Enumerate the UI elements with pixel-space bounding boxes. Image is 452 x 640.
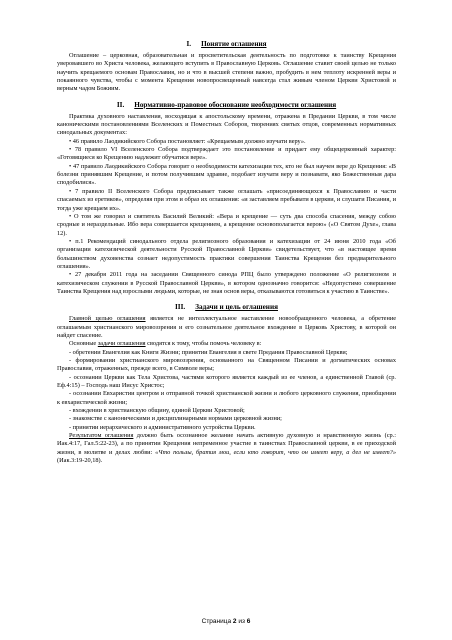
section-3-result-paragraph [57, 432, 396, 465]
page-footer [0, 618, 452, 625]
task-item: - знакомстве с каноническими и дисциплинарными нормами церковной жизни; [69, 415, 282, 423]
section-2-title [57, 101, 396, 110]
section-1-title [57, 40, 396, 49]
task-item: - принятии иерархического и административного устройства Церкви. [69, 423, 256, 431]
section-1-number: I. [186, 40, 192, 48]
task-item: - осознании Евхаристии центром и отправной точкой христианской жизни и любого церковного служения, приобщении к евхаристической жизни; [57, 390, 396, 406]
footer-separator: из [236, 618, 247, 625]
section-3-title [57, 303, 396, 312]
tasks-underlined: задачи оглашения [97, 340, 146, 348]
footer-prefix: Страница [201, 618, 233, 625]
section-3-heading: Задачи и цель оглашения [195, 303, 278, 312]
goal-text: является не интеллектуальное наставление новообращенного человека, а обретение оглашаемым христианского мировоззрения и его сознательное деятельное вхождение в Церковь Христову, в которой он найдет спасение. [57, 315, 397, 339]
section-3-goal-paragraph [57, 315, 396, 340]
result-text: должно быть осознанное желание начать активную духовную и нравственную жизнь (ср.: Иак.4:17, Гал.5:22-23), а по принятии Крещения непременное участие в таинствах Православной церкви, в ее приходской жизни, в молитве и делах любви: [57, 432, 396, 456]
canon-item: • О том же говорил и святитель Василий Великий: «Вера и крещение — суть два способа спасения, между собою сродные и нераздельные. Ибо вера совершается крещением, а крещение основополагается верою» («О Святом Духе», глава 12). [57, 212, 396, 237]
task-item: - формировании христианского мировоззрения, основанного на Священном Писании и догматических основах Православия, отраженных, прежде всего, в Символе веры; [57, 357, 396, 373]
section-2-number: II. [116, 100, 125, 109]
task-item: - осознании Церкви как Тела Христова, частями которого является каждый из ее членов, а единственной Главой (ср. Еф.4:15) – Господь наш Иисус Христос; [57, 373, 396, 390]
section-3-number: III. [175, 303, 186, 312]
section-1-paragraph: Оглашение – церковная, образовательная и просветительская деятельность по подготовке к таинству Крещения уверовавшего во Христа человека, желающего вступить в Православную Церковь. Оглашение ставит своей целью не только научить крещаемого основам Православия, но и что в высшей степени важно, пробудить в нем теплоту искренней веры и покаянного чувства, чтобы с момента Крещения новопросвещенный навсегда стал живым членом Церкви Христовой и верным чадом Божиим. [57, 52, 396, 93]
section-3-tasks-intro [57, 340, 396, 348]
canon-item: • 27 декабря 2011 года на заседании Священного синода РПЦ было утверждено положение «О религиозном и катехизическом служении в Русской Православной Церкви», в котором однозначно говорится: «Недопустимо совершение Таинства Крещения над взрослыми людьми, которые, не зная основ веры, отказываются готовиться к участию в Таинстве». [57, 271, 396, 295]
result-quote: «Что пользы, братия мои, если кто говорит, что он имеет веру, а дел не имеет?» [155, 448, 396, 456]
result-lead: Результатом оглашения [69, 432, 134, 440]
canon-item: • 7 правило II Вселенского Собора предписывает также оглашать «присоединяющихся к Православию и части спасаемых из еретиков», определяя при этом и образ их оглашения: «и заставляем пребывати в церкви, и слушати Писания, и тогда уже крещаем их». [57, 187, 396, 212]
tasks-lead: Основные [69, 340, 98, 348]
task-item: - обретении Евангелия как Книги Жизни; принятии Евангелия в свете Предания Православной Церкви; [69, 348, 348, 356]
total-pages-number: 6 [246, 618, 251, 625]
section-2-intro: Практика духовного наставления, восходящая к апостольскому времени, отражена в Предании Церкви, в том числе каноническими постановлениями Вселенских и Поместных Соборов, творениях святых отцов, современных нормативных синодальных документах: [57, 112, 396, 137]
canon-item: • 47 правило Лаодикийского Собора говорит о необходимости катехизации тех, кто не был научен вере до Крещения: «В болезни принявшим Крещение, и потом получившим здравие, подобает изучати веру и познавати, яко Божественныя дара сподобилися». [57, 162, 396, 187]
task-item: - вхождении в христианскую общину, единой Церкви Христовой; [69, 407, 245, 415]
result-reference: (Иак.3:19-20,18). [57, 457, 103, 465]
tasks-text: сводятся к тому, чтобы помочь человеку в: [145, 340, 262, 348]
canon-item: • 46 правило Лаодикийского Собора постановляет: «Крещаемым должно изучати веру». [69, 137, 306, 145]
current-page-number: 2 [232, 618, 237, 625]
canon-item: • п.1 Рекомендаций синодального отдела религиозного образования и катехизации от 24 июня 2010 года «Об организации катехизической деятельности Русской Православной Церкви» свидетельствует, что «в настоящее время большинством духовенства сознает недопустимость практики совершения Таинства Крещения без предварительного оглашения». [57, 237, 396, 270]
goal-lead: Главной целью оглашения [69, 315, 146, 323]
section-2-heading: Нормативно-правовое обоснование необходимости оглашения [134, 100, 337, 109]
canon-item: • 78 правило VI Вселенского Собора подтверждает это постановление и придает ему общецерковный характер: «Готовящиеся ко Крещению надлежит обучатися вере». [57, 146, 396, 162]
section-1-heading: Понятие оглашения [201, 40, 267, 48]
